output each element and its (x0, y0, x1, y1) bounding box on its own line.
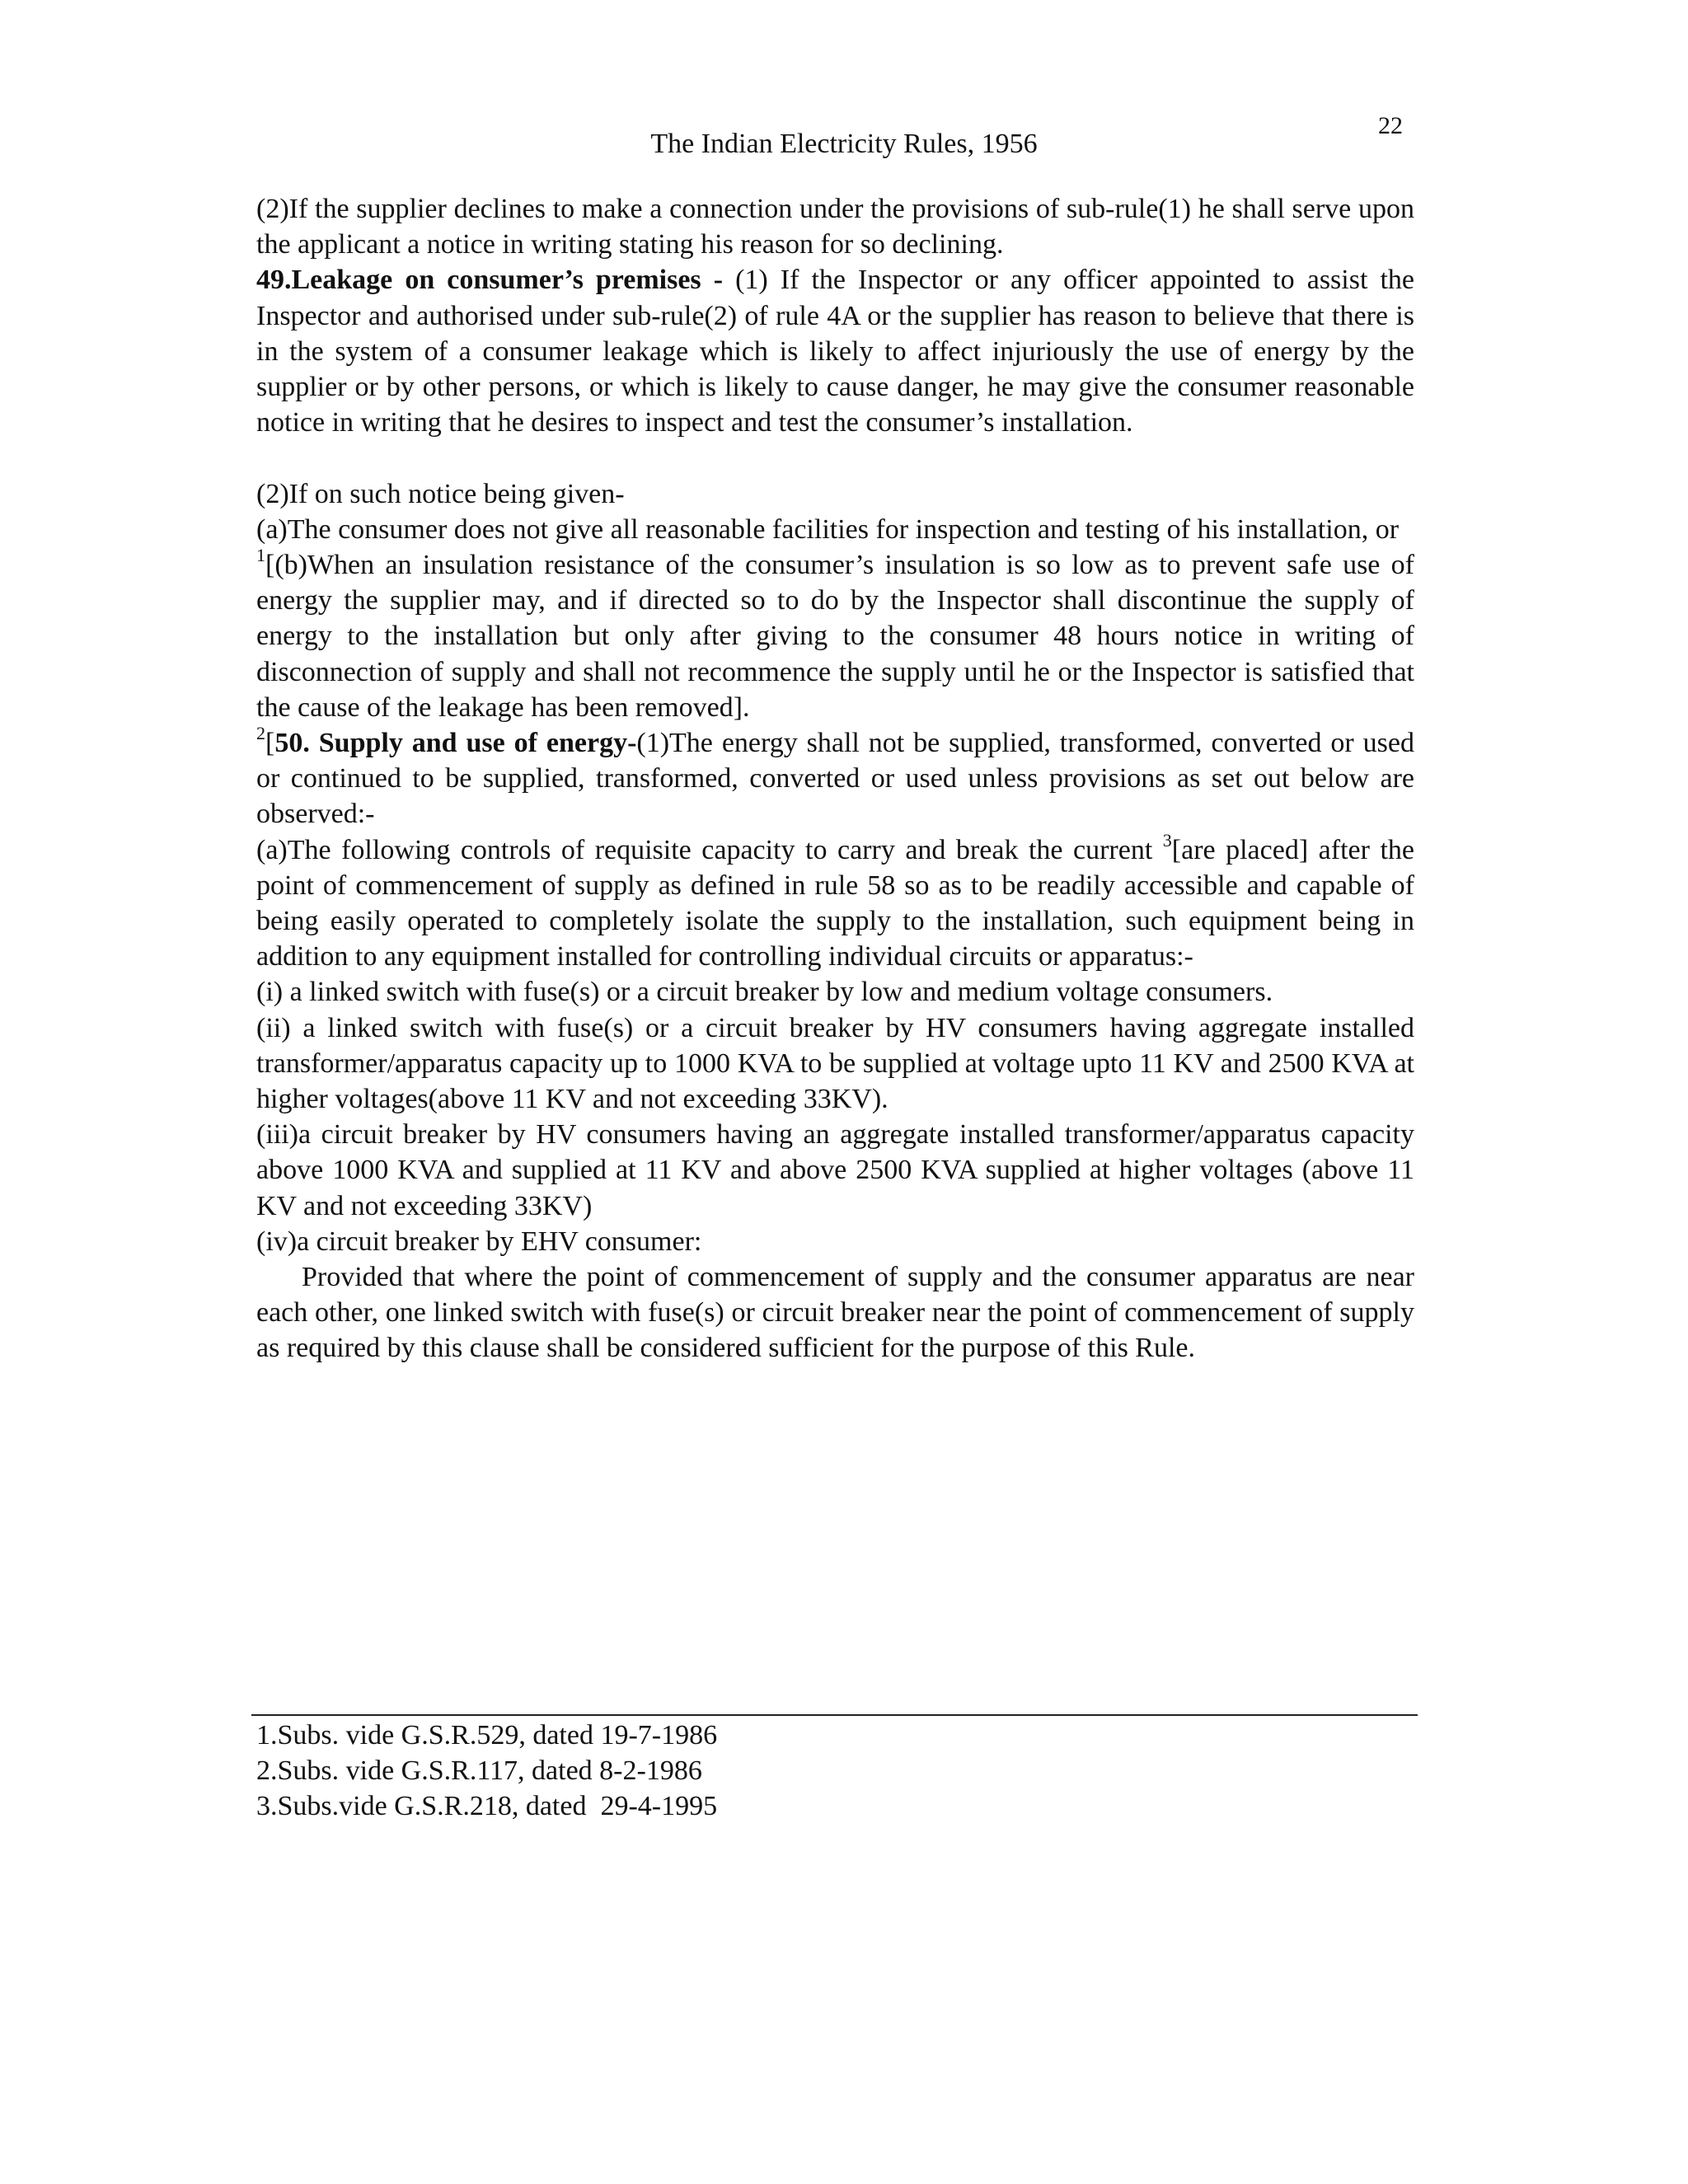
footnote-divider (251, 1714, 1418, 1716)
running-title: The Indian Electricity Rules, 1956 (650, 129, 1038, 159)
clause-50-a-start: (a)The following controls of requisite capacity to carry and break the current (256, 834, 1163, 865)
clause-50-a-rest: [are placed] after the point of commencement of supply as defined in rule 58 so as to be readily accessible and capable of being easily operated to completely isolate the supply to the installation, such equipment being in addition to any equipment installed for controlling individual circuits or apparatus:- (256, 834, 1414, 972)
footnote-2: 2.Subs. vide G.S.R.117, dated 8-2-1986 (256, 1755, 702, 1786)
clause-50-a (256, 829, 1414, 975)
footnote-ref-2: 2 (256, 723, 265, 744)
rule-50-paragraph (256, 725, 1414, 832)
body-text (256, 191, 1414, 1366)
clause-b (256, 547, 1414, 725)
item-iv: (iv)a circuit breaker by EHV consumer: (256, 1226, 702, 1257)
item-ii: (ii) a linked switch with fuse(s) or a circuit breaker by HV consumers having aggregate installed transformer/apparatus capacity up to 1000 KVA to be supplied at voltage upto 11 KV and 2500 KVA at higher voltages(above 11 KV and not exceeding 33KV). (256, 1012, 1414, 1115)
paragraph-supplier-declines: (2)If the supplier declines to make a connection under the provisions of sub-rule(1) he shall serve upon the applicant a notice in writing stating his reason for so declining. (256, 194, 1414, 260)
footnote-ref-1: 1 (256, 545, 265, 566)
page-number: 22 (1378, 112, 1403, 139)
footnote-1: 1.Subs. vide G.S.R.529, dated 19-7-1986 (256, 1720, 718, 1750)
footnote-ref-3: 3 (1162, 829, 1172, 851)
rule-50-text: (1)The energy shall not be supplied, transformed, converted or used or continued to be supplied, transformed, converted or used unless provisions as set out below are observed:- (256, 728, 1414, 830)
rule-50-heading: 50. Supply and use of energy- (274, 728, 637, 759)
proviso-paragraph: Provided that where the point of commencement of supply and the consumer apparatus are near each other, one linked switch with fuse(s) or circuit breaker near the point of commencement of supply as required by this clause shall be considered sufficient for the purpose of this Rule. (256, 1262, 1414, 1364)
rule-49-heading: 49.Leakage on consumer’s premises - (256, 265, 724, 296)
clause-b-text: [(b)When an insulation resistance of the consumer’s insulation is so low as to prevent safe use of energy the supplier may, and if directed so to do by the Inspector shall discontinue the supply of energy to the installation but only after giving to the consumer 48 hours notice in writing of disconnection of supply and shall not recommence the supply until he or the Inspector is satisfied that the cause of the leakage has been removed]. (256, 550, 1414, 723)
clause-a: (a)The consumer does not give all reasonable facilities for inspection and testing of his installation, or (256, 513, 1400, 545)
rule-50-bracket: [ (265, 728, 275, 759)
item-iii: (iii)a circuit breaker by HV consumers having an aggregate installed transformer/apparatus capacity above 1000 KVA and supplied at 11 KV and above 2500 KVA supplied at higher voltages (above 11 KV and not exceeding 33KV) (256, 1119, 1414, 1221)
paragraph-spacer (256, 440, 1414, 476)
footnote-3: 3.Subs.vide G.S.R.218, dated 29-4-1995 (256, 1791, 718, 1821)
paragraph-notice-given: (2)If on such notice being given- (256, 478, 625, 509)
item-i: (i) a linked switch with fuse(s) or a circuit breaker by low and medium voltage consumers. (256, 977, 1273, 1008)
rule-49-text: (1) If the Inspector or any officer appointed to assist the Inspector and authorised under sub-rule(2) of rule 4A or the supplier has reason to believe that there is in the system of a consumer leakage which is likely to affect injuriously the use of energy by the supplier or by other persons, or which is likely to cause danger, he may give the consumer reasonable notice in writing that he desires to inspect and test the consumer’s installation. (256, 265, 1414, 438)
footnotes (256, 1718, 1081, 1824)
rule-49-paragraph (256, 262, 1414, 440)
